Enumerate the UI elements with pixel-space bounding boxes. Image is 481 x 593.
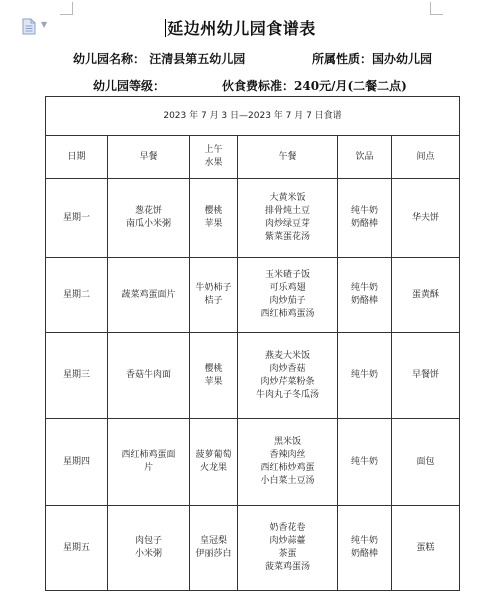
menu-item: 苹果 [204, 219, 223, 229]
snack-cell [392, 258, 460, 333]
breakfast-cell [108, 258, 190, 333]
menu-item: 牛奶柿子 [195, 283, 232, 293]
drink-cell [338, 419, 392, 506]
kindergarten-name-label: 幼儿园名称： [73, 52, 146, 66]
day-cell: 星期一 [46, 179, 108, 258]
breakfast-cell [108, 506, 190, 591]
menu-item: 肉包子 [134, 536, 162, 546]
menu-item: 西红柿炒鸡蛋 [260, 463, 315, 473]
menu-item: 小米粥 [134, 549, 162, 559]
header-fruit-line: 上午 [204, 145, 223, 155]
menu-item: 纯牛奶 [350, 370, 378, 380]
menu-item: 桔子 [204, 296, 223, 306]
header-snack: 间点 [392, 136, 460, 179]
menu-item: 肉炒香菇 [269, 363, 306, 374]
snack-cell [392, 179, 460, 258]
snack-cell [392, 419, 460, 506]
nature-label: 所属性质： [312, 52, 373, 66]
menu-item: 可乐鸡翅 [269, 283, 306, 293]
drink-cell [338, 333, 392, 419]
kindergarten-name-line [73, 50, 245, 67]
header-fruit-line: 水果 [204, 158, 223, 168]
menu-item: 早餐饼 [412, 370, 440, 380]
date-range: 2023 年 7 月 3 日—2023 年 7 月 7 日食谱 [163, 110, 342, 121]
header-lunch: 午餐 [238, 136, 338, 179]
menu-item: 奶酪棒 [350, 296, 378, 306]
menu-item: 蛋糕 [416, 542, 435, 553]
snack-cell [392, 333, 460, 419]
nature-value: 国办幼儿园 [372, 52, 433, 66]
header-row [46, 136, 460, 179]
fruit-cell [190, 258, 238, 333]
lunch-cell [238, 506, 338, 591]
fruit-cell [190, 419, 238, 506]
fee-value: 240元/月(二餐二点) [294, 79, 407, 93]
breakfast-cell [108, 179, 190, 258]
menu-item: 小白菜土豆汤 [260, 476, 315, 486]
menu-item: 蔬菜鸡蛋面片 [121, 289, 176, 300]
menu-item: 肉炒茄子 [269, 296, 306, 306]
drink-cell [338, 506, 392, 591]
lunch-cell [238, 333, 338, 419]
table-row [46, 333, 460, 419]
fruit-cell [190, 179, 238, 258]
menu-item: 紫菜蛋花汤 [264, 232, 310, 242]
menu-item: 西红柿鸡蛋面 [121, 450, 176, 460]
document-title[interactable] [0, 16, 481, 39]
breakfast-cell [108, 419, 190, 506]
day-cell: 星期二 [46, 258, 108, 333]
fee-label: 伙食费标准： [222, 79, 295, 93]
breakfast-cell [108, 333, 190, 419]
menu-item: 奶酪棒 [350, 219, 378, 229]
table-row [46, 179, 460, 258]
menu-item: 南瓜小米粥 [125, 219, 171, 229]
header-drink: 饮品 [338, 136, 392, 179]
menu-item: 皇冠梨 [199, 536, 227, 546]
table-row [46, 506, 460, 591]
drink-cell [338, 179, 392, 258]
menu-item: 火龙果 [199, 463, 227, 473]
menu-item: 香菇牛肉面 [125, 370, 171, 380]
margin-corner-right [430, 2, 443, 15]
menu-item: 面包 [416, 456, 435, 467]
menu-item: 樱桃 [204, 363, 223, 374]
menu-item: 肉炒芹菜粉条 [260, 376, 315, 387]
caret-down-icon[interactable]: ▼ [41, 20, 48, 29]
menu-item: 菠萝葡萄 [195, 450, 232, 460]
menu-item: 葱花饼 [134, 206, 162, 216]
document-title-text: 延边州幼儿园食谱表 [167, 19, 316, 38]
date-range-cell [46, 97, 460, 136]
date-range-row [46, 97, 460, 136]
menu-item: 黑米饭 [273, 437, 301, 447]
menu-item: 大黄米饭 [269, 193, 306, 203]
fruit-cell [190, 506, 238, 591]
snack-cell [392, 506, 460, 591]
menu-item: 片 [143, 463, 153, 473]
kindergarten-name-value: 汪清县第五幼儿园 [149, 52, 246, 66]
drink-cell [338, 258, 392, 333]
menu-item: 纯牛奶 [350, 283, 378, 293]
menu-item: 纯牛奶 [350, 206, 378, 216]
menu-item: 茶蛋 [278, 549, 297, 559]
menu-item: 奶香花卷 [269, 523, 306, 533]
menu-item: 奶酪棒 [350, 549, 378, 559]
lunch-cell [238, 419, 338, 506]
menu-item: 纯牛奶 [350, 536, 378, 546]
day-cell: 星期四 [46, 419, 108, 506]
menu-item: 苹果 [204, 376, 223, 387]
menu-item: 牛肉丸子冬瓜汤 [255, 389, 319, 400]
nature-line [312, 50, 432, 67]
fee-line [222, 77, 407, 94]
header-fruit [190, 136, 238, 179]
table-row [46, 419, 460, 506]
table-row [46, 258, 460, 333]
grade-label: 幼儿园等级： [93, 79, 166, 93]
menu-item: 菠菜鸡蛋汤 [264, 562, 310, 572]
menu-item: 燕麦大米饭 [264, 350, 310, 361]
fruit-cell [190, 333, 238, 419]
menu-item: 肉炒绿豆芽 [264, 219, 310, 229]
day-cell: 星期三 [46, 333, 108, 419]
day-cell: 星期五 [46, 506, 108, 591]
menu-item: 西红柿鸡蛋汤 [260, 309, 315, 319]
menu-item: 蛋黄酥 [412, 289, 440, 300]
menu-item: 纯牛奶 [350, 456, 378, 467]
menu-item: 排骨炖土豆 [264, 206, 310, 216]
lunch-cell [238, 179, 338, 258]
menu-item: 玉米碴子饭 [264, 270, 310, 280]
grade-line [93, 77, 165, 94]
header-day: 日期 [46, 136, 108, 179]
lunch-cell [238, 258, 338, 333]
menu-item: 香辣肉丝 [269, 450, 306, 460]
menu-item: 伊丽莎白 [195, 549, 232, 559]
menu-item: 樱桃 [204, 206, 223, 216]
menu-table [45, 96, 460, 591]
margin-corner-left [60, 2, 73, 15]
menu-item: 肉炒蒜薹 [269, 536, 306, 546]
menu-item: 华夫饼 [412, 212, 440, 223]
header-breakfast: 早餐 [108, 136, 190, 179]
